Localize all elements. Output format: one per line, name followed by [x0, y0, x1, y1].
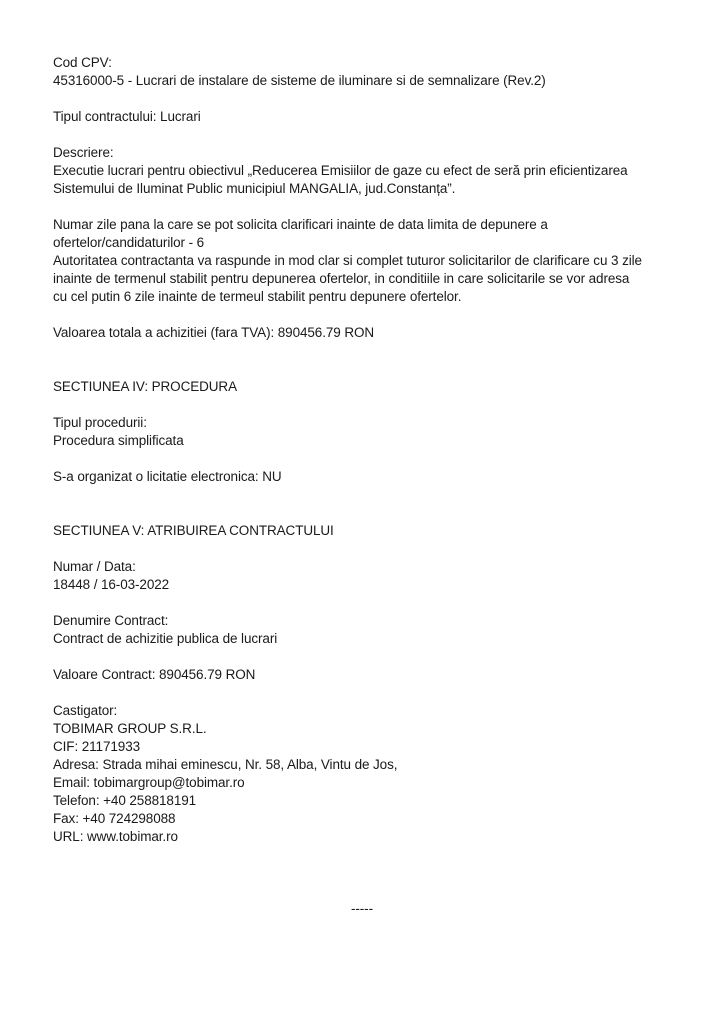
line-descriere-text-2: Sistemului de Iluminat Public municipiul MANGALIA, jud.Constanța”. [53, 181, 456, 196]
blank-line [53, 540, 671, 558]
line-licitatie-electronica: S-a organizat o licitatie electronica: NU [53, 469, 282, 484]
blank-line [53, 198, 671, 216]
blank-line [53, 504, 671, 522]
blank-line [53, 864, 671, 882]
line-descriere-text-1: Executie lucrari pentru obiectivul „Reducerea Emisiilor de gaze cu efect de seră prin eficientizarea [53, 163, 628, 178]
blank-line [53, 882, 671, 900]
line-telefon: Telefon: +40 258818191 [53, 793, 197, 808]
blank-line [53, 126, 671, 144]
line-denumire-value: Contract de achizitie publica de lucrari [53, 631, 278, 646]
blank-line [53, 846, 671, 864]
blank-line [53, 594, 671, 612]
line-cpv-value: 45316000-5 - Lucrari de instalare de sisteme de iluminare si de semnalizare (Rev.2) [53, 73, 546, 88]
blank-line [53, 648, 671, 666]
line-tip-procedura-value: Procedura simplificata [53, 433, 184, 448]
line-cod-cpv-label: Cod CPV: [53, 55, 112, 70]
blank-line [53, 396, 671, 414]
line-clarificari-1: Numar zile pana la care se pot solicita clarificari inainte de data limita de depunere a [53, 217, 548, 232]
line-valoare-contract: Valoare Contract: 890456.79 RON [53, 667, 256, 682]
document-body [53, 54, 671, 918]
line-url: URL: www.tobimar.ro [53, 829, 178, 844]
blank-line [53, 450, 671, 468]
blank-line [53, 486, 671, 504]
line-denumire-label: Denumire Contract: [53, 613, 169, 628]
blank-line [53, 342, 671, 360]
line-cif: CIF: 21171933 [53, 739, 141, 754]
separator-dashes: ----- [351, 901, 373, 916]
line-descriere-label: Descriere: [53, 145, 114, 160]
line-raspuns-3: cu cel putin 6 zile inainte de termeul stabilit pentru depunere ofertelor. [53, 289, 462, 304]
line-tip-procedura-label: Tipul procedurii: [53, 415, 147, 430]
blank-line [53, 90, 671, 108]
line-tip-contract: Tipul contractului: Lucrari [53, 109, 201, 124]
line-numar-data-label: Numar / Data: [53, 559, 136, 574]
blank-line [53, 360, 671, 378]
blank-line [53, 684, 671, 702]
line-valoare-totala: Valoarea totala a achizitiei (fara TVA): 890456.79 RON [53, 325, 375, 340]
line-clarificari-2: ofertelor/candidaturilor - 6 [53, 235, 205, 250]
blank-line [53, 306, 671, 324]
section-v-heading: SECTIUNEA V: ATRIBUIREA CONTRACTULUI [53, 523, 334, 538]
line-fax: Fax: +40 724298088 [53, 811, 176, 826]
line-adresa: Adresa: Strada mihai eminescu, Nr. 58, Alba, Vintu de Jos, [53, 757, 398, 772]
line-castigator-label: Castigator: [53, 703, 118, 718]
line-castigator-name: TOBIMAR GROUP S.R.L. [53, 721, 207, 736]
line-email: Email: tobimargroup@tobimar.ro [53, 775, 245, 790]
line-raspuns-1: Autoritatea contractanta va raspunde in mod clar si complet tuturor solicitarilor de clarificare cu 3 zile [53, 253, 642, 268]
line-raspuns-2: inainte de termenul stabilit pentru depunerea ofertelor, in conditiile in care solicitarile se vor adresa [53, 271, 630, 286]
section-iv-heading: SECTIUNEA IV: PROCEDURA [53, 379, 237, 394]
line-numar-data-value: 18448 / 16-03-2022 [53, 577, 170, 592]
